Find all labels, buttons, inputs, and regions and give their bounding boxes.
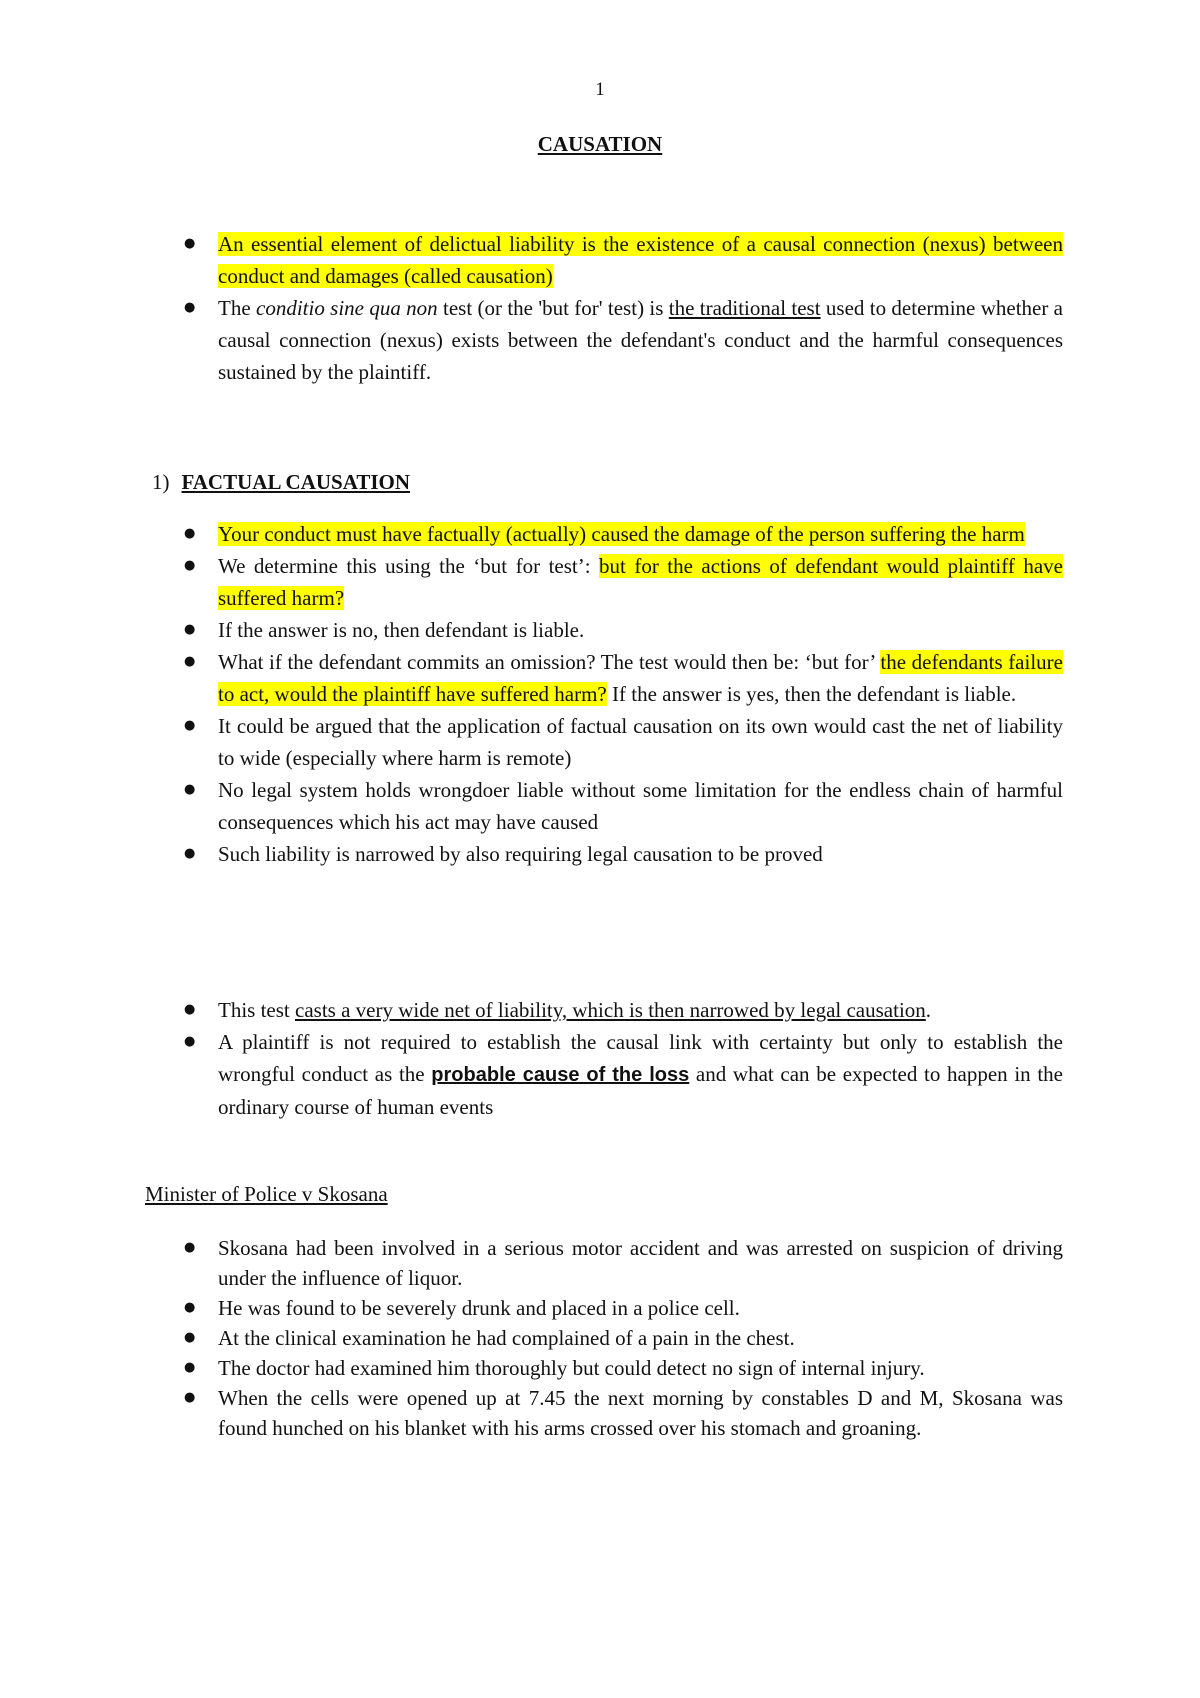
section-heading-label: FACTUAL CAUSATION bbox=[181, 470, 410, 494]
list-item bbox=[218, 518, 1063, 550]
list-item: ● It could be argued that the application of factual causation on its own would cast the net of liability to wide (especially where harm is remote) bbox=[218, 710, 1063, 774]
factual-bullet-list bbox=[218, 518, 1063, 870]
list-item bbox=[218, 228, 1063, 292]
bold-underlined-text: probable cause of the loss bbox=[431, 1064, 690, 1086]
test-bullet-list bbox=[218, 994, 1063, 1123]
highlighted-text: An essential element of delictual liability is the existence of a causal connection (nexus) between conduct and damages (called causation) bbox=[218, 232, 1063, 288]
intro-bullet-list bbox=[218, 228, 1063, 388]
highlighted-text: but for the actions of defendant would plaintiff have suffered harm? bbox=[218, 554, 1063, 610]
text-run: A plaintiff is not required to establish the causal link with certainty but only to establish the wrongful conduct as the bbox=[218, 1030, 1063, 1086]
section-heading bbox=[152, 466, 410, 498]
list-item: ● When the cells were opened up at 7.45 the next morning by constables D and M, Skosana was found hunched on his blanket with his arms crossed over his stomach and groaning. bbox=[218, 1383, 1063, 1443]
list-item: ● He was found to be severely drunk and placed in a police cell. bbox=[218, 1293, 1063, 1323]
text-run: We determine this using the ‘but for test’: bbox=[218, 554, 600, 578]
case-title: Minister of Police v Skosana bbox=[145, 1182, 388, 1206]
list-item: ● No legal system holds wrongdoer liable without some limitation for the endless chain of harmful consequences which his act may have caused bbox=[218, 774, 1063, 838]
list-item: ● If the answer is no, then defendant is liable. bbox=[218, 614, 1063, 646]
italic-term: conditio sine qua non bbox=[256, 296, 438, 320]
list-item: ● Such liability is narrowed by also requiring legal causation to be proved bbox=[218, 838, 1063, 870]
highlighted-text: Your conduct must have factually (actually) caused the damage of the person suffering the harm bbox=[218, 522, 1025, 546]
section-number: 1) bbox=[152, 470, 170, 494]
text-run: If the answer is yes, then the defendant is liable. bbox=[606, 682, 1017, 706]
text-run: test (or the 'but for' test) is bbox=[437, 296, 669, 320]
underlined-text: casts a very wide net of liability, which is then narrowed by legal causation bbox=[295, 998, 926, 1022]
page-number: 1 bbox=[595, 79, 605, 100]
case-bullet-list bbox=[218, 1233, 1063, 1443]
list-item bbox=[218, 550, 1063, 614]
text-run: This test bbox=[218, 998, 295, 1022]
list-item: ● At the clinical examination he had complained of a pain in the chest. bbox=[218, 1323, 1063, 1353]
list-item bbox=[218, 1026, 1063, 1123]
text-run: . bbox=[925, 998, 932, 1022]
list-item bbox=[218, 292, 1063, 388]
list-item bbox=[218, 994, 1063, 1026]
text-run: What if the defendant commits an omission? The test would then be: ‘but for’ bbox=[218, 650, 881, 674]
underlined-text: the traditional test bbox=[668, 296, 821, 320]
highlighted-text: the defendants failure to act, would the plaintiff have suffered harm? bbox=[218, 650, 1063, 706]
list-item: ● Skosana had been involved in a serious motor accident and was arrested on suspicion of driving under the influence of liquor. bbox=[218, 1233, 1063, 1293]
text-run: and what can be expected to happen in the ordinary course of human events bbox=[218, 1062, 1063, 1119]
text-run: The bbox=[218, 296, 256, 320]
document-title: CAUSATION bbox=[537, 132, 663, 156]
list-item bbox=[218, 646, 1063, 710]
list-item: ● The doctor had examined him thoroughly but could detect no sign of internal injury. bbox=[218, 1353, 1063, 1383]
text-run: used to determine whether a causal connection (nexus) exists between the defendant's conduct and the harmful consequences sustained by the plaintiff. bbox=[218, 296, 1064, 384]
